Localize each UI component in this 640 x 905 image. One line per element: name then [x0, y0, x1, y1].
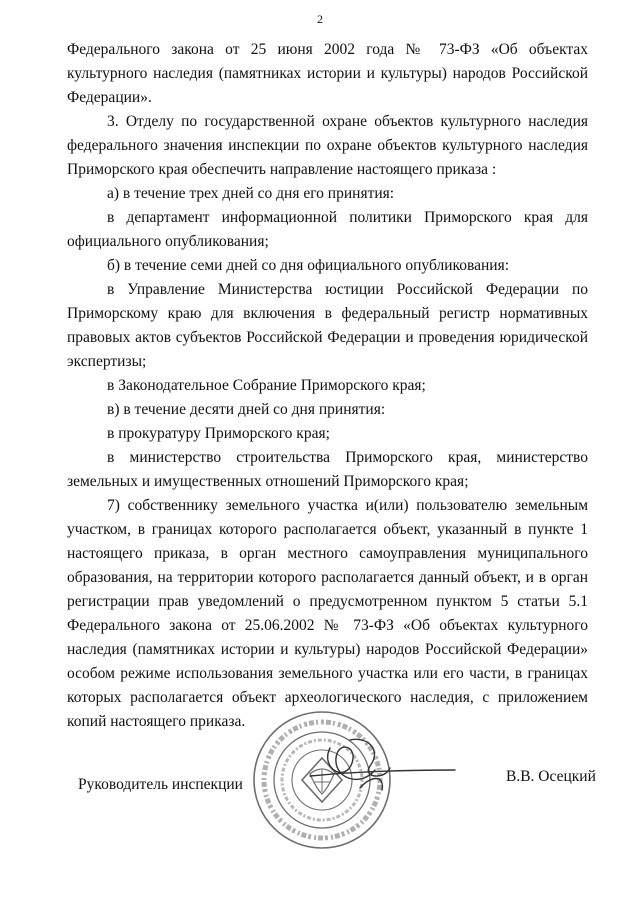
- signatory-name: В.В. Осецкий: [506, 768, 596, 785]
- signatory-title: Руководитель инспекции: [78, 776, 243, 793]
- paragraph-recipient: в Управление Министерства юстиции Российской Федерации по Приморскому краю для включения в федеральный регистр нормативных правовых актов субъектов Российской Федерации и проведения юридической экспертизы;: [67, 281, 588, 370]
- paragraph-recipient: в Законодательное Собрание Приморского края;: [107, 377, 426, 394]
- paragraph-recipient: в департамент информационной политики Приморского края для официального опубликования;: [67, 209, 588, 250]
- handwritten-signature: [290, 728, 465, 818]
- paragraph-subitem-a: а) в течение трех дней со дня его принятия:: [107, 185, 395, 202]
- paragraph-recipient: в прокуратуру Приморского края;: [107, 425, 330, 442]
- paragraph-recipient: в министерство строительства Приморского края, министерство земельных и имущественных отношений Приморского края;: [67, 449, 588, 490]
- page-number: 2: [317, 12, 323, 26]
- paragraph-continuation: Федерального закона от 25 июня 2002 года № 73-ФЗ «Об объектах культурного наследия (памятниках истории и культуры) народов Российской Федерации».: [67, 41, 588, 106]
- paragraph-subitem-b: б) в течение семи дней со дня официального опубликования:: [107, 257, 510, 274]
- paragraph-subitem-v: в) в течение десяти дней со дня принятия:: [107, 401, 386, 418]
- paragraph-item-3: 3. Отделу по государственной охране объектов культурного наследия федерального значения инспекции по охране объектов культурного наследия Приморского края обеспечить направление настоящего приказа :: [67, 113, 588, 178]
- document-body: [67, 38, 588, 734]
- paragraph-item-7: 7) собственнику земельного участка и(или) пользователю земельным участком, в границах которого располагается объект, указанный в пункте 1 настоящего приказа, в орган местного самоуправления муниципального образования, на территории которого располагается данный объект, и в орган регистрации прав уведомлений о предусмотренном пунктом 5 статьи 5.1 Федерального закона от 25.06.2002 № 73-ФЗ «Об объектах культурного наследия (памятниках истории и культуры) народов Российской Федерации» особом режиме использования земельного участка или его части, в границах которых располагается объект археологического наследия, с приложением копий настоящего приказа.: [67, 497, 588, 730]
